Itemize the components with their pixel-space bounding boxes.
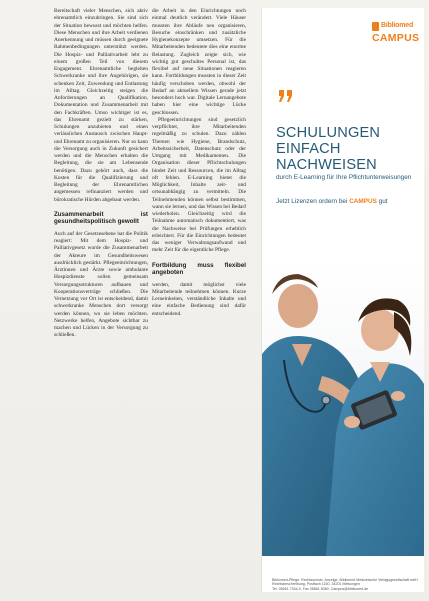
article-paragraph: Pflegeeinrichtungen sind gesetzlich verpflichtet, ihre Mitarbeitenden regelmäßig zu schulen. Dazu zählen Themen wie Hygiene, Brandschutz, Arbeitssicherheit, Datenschutz oder der Umgang mit Medikamenten. Die Organisation dieser Pflichtschulungen bindet Zeit und Ressourcen, die im Alltag oft fehlen. E-Learning bietet die Möglichkeit, Inhalte zeit- und ortsunabhängig zu vermitteln. Die Teilnehmenden können selbst bestimmen, wann sie lernen, und das Wissen bei Bedarf wiederholen. Gleichzeitig wird die Teilnahme automatisch dokumentiert, was die Nachweise bei Prüfungen erheblich erleichtert. Für die Einrichtungen bedeutet das weniger Verwaltungsaufwand und mehr Zeit für die eigentliche Pflege.: [152, 116, 246, 254]
quote-icon: [278, 89, 294, 103]
logo-campus: CAMPUS: [372, 32, 420, 44]
article-column-right: [152, 8, 246, 588]
ad-headline: [276, 125, 424, 173]
article-column-left: [54, 8, 148, 598]
headline-line: SCHULUNGEN: [276, 125, 381, 141]
ad-footer: [272, 578, 422, 591]
bibliomed-campus-logo: [372, 22, 422, 52]
section-heading: Zusammenarbeit ist gesundheitspolitisch gewollt: [54, 210, 148, 226]
ad-tagline: durch E-Learning für Ihre Pflichtunterweisungen: [276, 174, 412, 181]
section-heading: Fortbildung muss flexibel angeboten: [152, 261, 246, 277]
article-paragraph: Bereitschaft vieler Menschen, sich aktiv ehrenamtlich einzubringen. Sie sind sich der Situation bewusst und möchten helfen. Diese Menschen und ihre Arbeit verdienen Anerkennung und müssen durch geeignete Rahmenbedingungen unterstützt werden. Die Hospiz- und Palliativarbeit lebt zu einem großen Teil von diesem Engagement. Ehrenamtliche begleiten Schwerkranke und ihre Angehörigen, sie schenken Zeit, Zuwendung und Entlastung im Alltag. Gleichzeitig steigen die Anforderungen an Qualifikation, Dokumentation und Zusammenarbeit mit den Fachkräften. Umso wichtiger ist es, das Ehrenamt gezielt zu stärken, Schulungen anzubieten und einen verlässlichen Austausch zwischen Haupt- und Ehrenamt zu organisieren. Nur so kann die Versorgung auch in Zukunft gesichert werden und die Menschen erhalten die Begleitung, die sie am Lebensende benötigen. Dazu gehört auch, dass die Kosten für die Qualifizierung und Begleitung der Ehrenamtlichen angemessen refinanziert werden und bürokratische Hürden abgebaut werden.: [54, 8, 148, 203]
cta-text: gut: [378, 198, 388, 205]
footer-line: Rechtsbeschreibung, Postfach 1150, 34201 Melsungen: [272, 582, 361, 587]
footer-line: Bibliomed-Pflege, Rechtsschutz, Anzeige, Bibliomed Medizinische Verlagsgesellschaft mbH: [272, 578, 418, 582]
footer-line: Tel. 05661 7344-0, Fax 05661 8360, Campus@bibliomed.de: [272, 586, 369, 591]
advertisement[interactable]: [262, 8, 424, 592]
article-paragraph: die Arbeit in den Einrichtungen noch einmal deutlich verändert. Viele Häuser mussten ihre Abläufe neu organisieren, Besuche einschränken und zusätzliche Hygienekonzepte umsetzen. Für die Mitarbeitenden bedeutete dies eine enorme Belastung. Zugleich zeigte sich, wie wichtig gut geschultes Personal ist, das flexibel auf neue Situationen reagieren kann. Fortbildungen mussten in dieser Zeit häufig verschoben werden, obwohl der Bedarf an aktuellem Wissen gerade jetzt besonders hoch war. Digitale Lernangebote haben hier eine wichtige Lücke geschlossen.: [152, 8, 246, 116]
headline-line: EINFACH: [276, 141, 341, 157]
ad-call-to-action[interactable]: [276, 198, 422, 206]
article-paragraph: Auch auf der Gesetzesebene hat die Politik reagiert: Mit dem Hospiz- und Palliativgesetz wurde die Zusammenarbeit der Akteure im Gesundheitswesen ausdrücklich gestärkt. Pflegeeinrichtungen, Ärztinnen und Ärzte sowie ambulante Hospizdienste sollen gemeinsam Versorgungsstrukturen aufbauen und Kooperationsverträge schließen. Die Vernetzung vor Ort ist entscheidend, damit schwerkranke Menschen dort versorgt werden können, wo sie leben möchten. Netzwerke helfen, Angebote sichtbar zu machen und Lücken in der Versorgung zu schließen.: [54, 230, 148, 339]
cta-text: Jetzt Lizenzen ordern bei: [276, 198, 348, 205]
nurses-photo: [262, 264, 424, 556]
cta-brand: CAMPUS: [349, 198, 377, 205]
headline-line: NACHWEISEN: [276, 157, 377, 173]
article-paragraph: werden, damit möglichst viele Mitarbeitende teilnehmen können. Kurze Lerneinheiten, verständliche Inhalte und eine einfache Bedienung sind dafür entscheidend.: [152, 281, 246, 317]
logo-brand: Bibliomed: [381, 22, 414, 29]
logo-mark-icon: [372, 22, 379, 31]
